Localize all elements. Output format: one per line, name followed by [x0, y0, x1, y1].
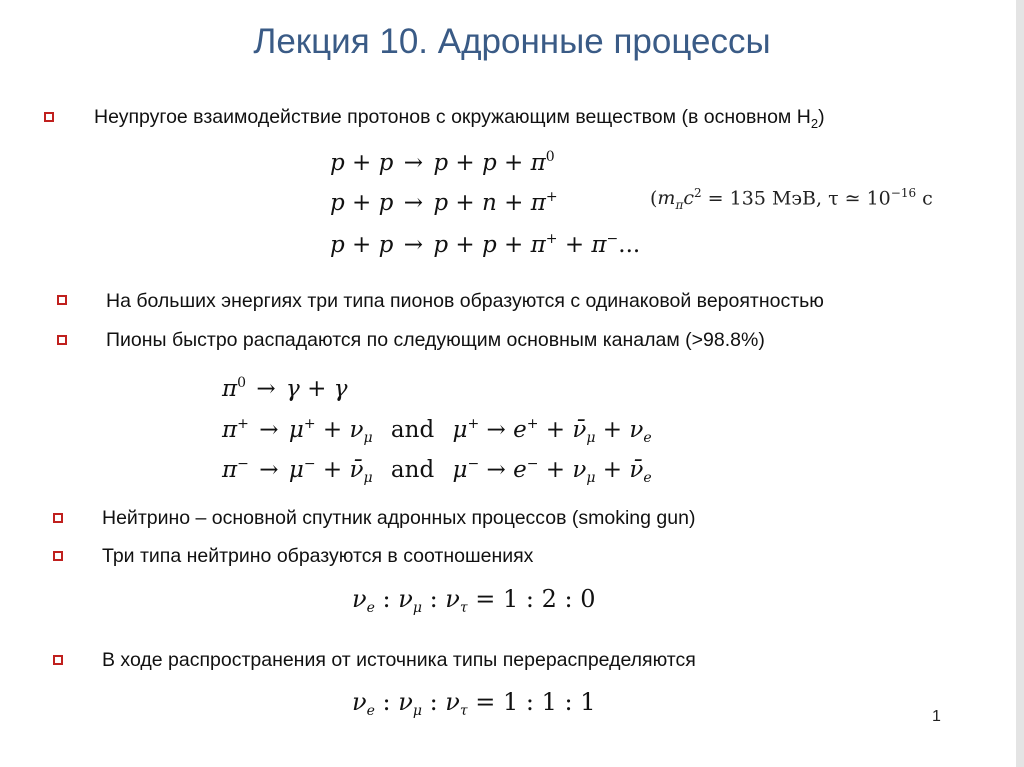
bullet-equal-probability: На больших энергиях три типа пионов образуются с одинаковой вероятностью — [106, 290, 824, 312]
pion-decay-neutral: $\pi^0 \to \gamma + \gamma$ — [222, 375, 348, 402]
bullet-box-icon — [53, 513, 63, 523]
subscript: 2 — [810, 115, 819, 131]
note-unit: с — [916, 187, 933, 210]
bullet-text: Неупругое взаимодействие протонов с окружающим веществом (в основном H — [94, 106, 811, 128]
bullet-box-icon — [53, 655, 63, 665]
note-exponent: −16 — [890, 186, 917, 200]
bullet-box-icon — [57, 335, 67, 345]
pp-reaction-3: p + p → p + p + π+ + π−... — [330, 231, 641, 258]
and-word: and — [390, 417, 435, 443]
ratio-observed-values: 1 : 1 : 1 — [503, 688, 596, 716]
bullet-neutrino-ratio: Три типа нейтрино образуются в соотношениях — [102, 545, 534, 567]
pp-reaction-2: p + p → p + n + π+ — [330, 189, 558, 216]
bullet-box-icon — [44, 112, 54, 122]
bullet-inelastic-interaction — [94, 106, 825, 131]
pp-reaction-1: $p + p \to p + p + \pi^0$ — [330, 149, 555, 176]
ratio-source-values: 1 : 2 : 0 — [503, 585, 596, 613]
bullet-box-icon — [53, 551, 63, 561]
page-number: 1 — [932, 708, 941, 725]
note-body: 135 МэВ, τ ≃ 10 — [729, 187, 891, 210]
and-word: and — [390, 457, 435, 483]
slide-title: Лекция 10. Адронные процессы — [253, 22, 771, 61]
neutrino-ratio-source: $\nu_e$ : $\nu_\mu$ : $\nu_\tau = 1$ : 2 : 0 — [352, 585, 596, 616]
bullet-neutrino-companion: Нейтрино – основной спутник адронных процессов (smoking gun) — [102, 507, 696, 529]
pion-mass-note: ($m_\pi c^2 = 135$ МэВ, τ ≃ $10^{-16}$ с — [650, 186, 933, 213]
bullet-box-icon — [57, 295, 67, 305]
neutrino-ratio-observed: $\nu_e$ : $\nu_\mu$ : $\nu_\tau = 1$ : 1 : 1 — [352, 688, 596, 719]
bullet-pion-decay-channels: Пионы быстро распадаются по следующим основным каналам (>98.8%) — [106, 329, 765, 351]
bullet-redistribution: В ходе распространения от источника типы перераспределяются — [102, 649, 696, 671]
pion-decay-positive: $\pi^+ \to \mu^+ + \nu_\mu$ and $\mu^+ \to e^+ + \nū_\mu + \nu_e$ — [222, 416, 652, 446]
pion-decay-negative: $\pi^- \to \mu^- + \nū_\mu$ and $\mu^- \to e^- + \nu_\mu$ + $\nū_e$ — [222, 456, 652, 486]
bullet-tail: ) — [818, 106, 825, 128]
